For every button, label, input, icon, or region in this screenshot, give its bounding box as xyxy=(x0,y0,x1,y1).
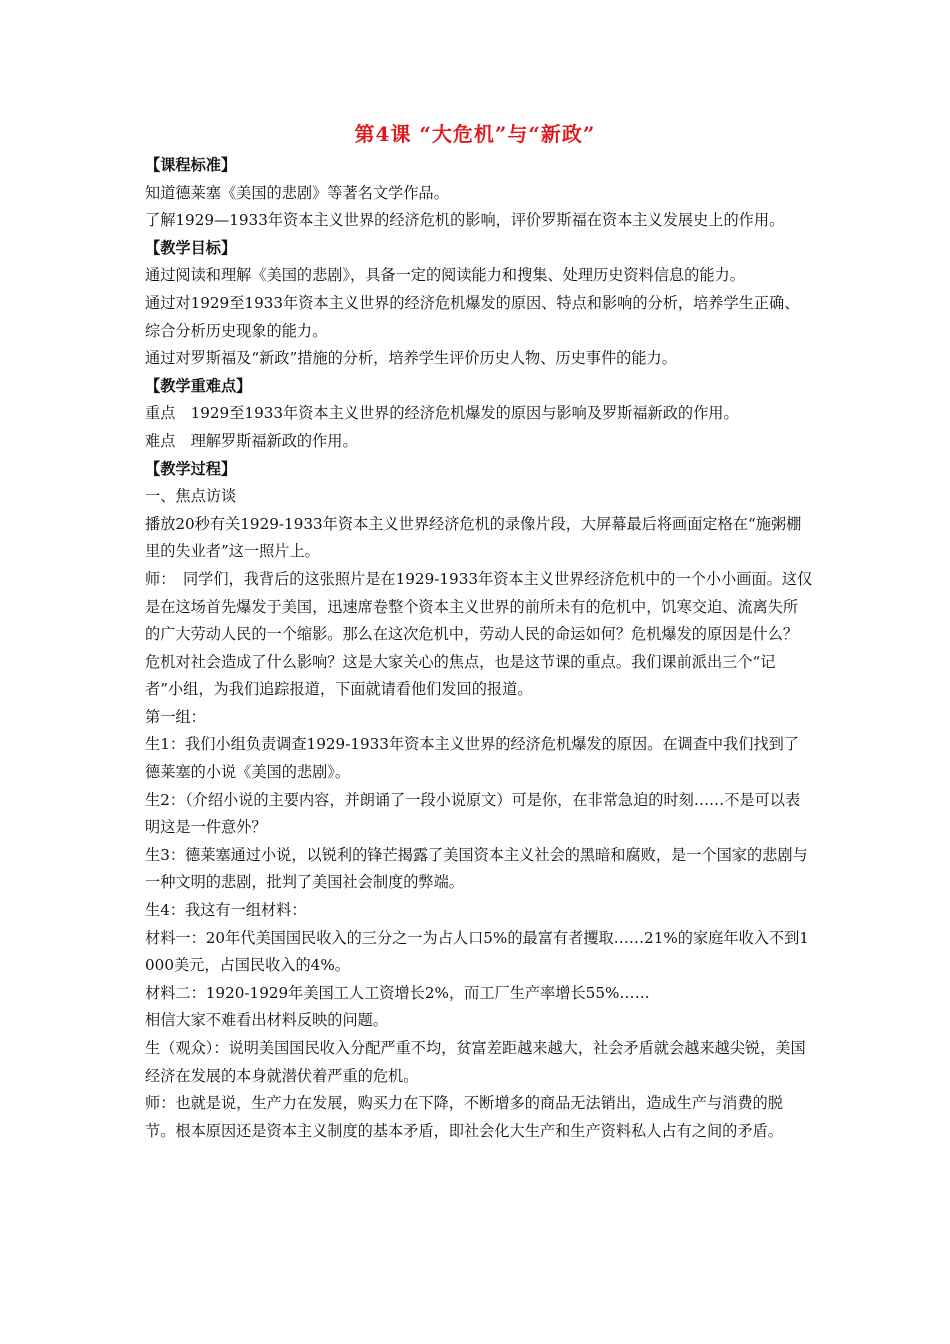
paragraph: 第一组： xyxy=(145,707,206,726)
paragraph: 重点 1929至1933年资本主义世界的经济危机爆发的原因与影响及罗斯福新政的作用。 xyxy=(145,404,739,423)
paragraph: 材料一：20年代美国国民收入的三分之一为占人口5%的最富有者攫取……21%的家庭年收入不到1 000美元，占国民收入的4%。 xyxy=(145,928,809,975)
paragraph: 通过阅读和理解《美国的悲剧》，具备一定的阅读能力和搜集、处理历史资料信息的能力。 xyxy=(145,266,745,285)
paragraph: 一、焦点访谈 xyxy=(145,487,237,506)
paragraph: 生（观众）：说明美国国民收入分配严重不均，贫富差距越来越大，社会矛盾就会越来越尖锐，美国经济在发展的本身就潜伏着严重的危机。 xyxy=(145,1039,806,1085)
paragraph: 了解1929—1933年资本主义世界的经济危机的影响，评价罗斯福在资本主义发展史上的作用。 xyxy=(145,211,785,230)
paragraph: 材料二：1920-1929年美国工人工资增长2%，而工厂生产率增长55%…… xyxy=(145,983,650,1002)
section-heading-curriculum-standard: 【课程标准】 xyxy=(145,156,237,174)
paragraph: 生1：我们小组负责调查1929-1933年资本主义世界的经济危机爆发的原因。在调查中我们找到了德莱塞的小说《美国的悲剧》。 xyxy=(145,735,800,782)
section-heading-teaching-goals: 【教学目标】 xyxy=(145,238,237,257)
paragraph: 生3：德莱塞通过小说，以锐利的锋芒揭露了美国资本主义社会的黑暗和腐败，是一个国家的悲剧与一种文明的悲剧，批判了美国社会制度的弊端。 xyxy=(145,845,808,892)
paragraph: 生4：我这有一组材料： xyxy=(145,901,307,920)
paragraph: 相信大家不难看出材料反映的问题。 xyxy=(145,1011,388,1030)
paragraph: 生2：（介绍小说的主要内容，并朗诵了一段小说原文）可是你，在非常急迫的时刻……不是可以表明这是一件意外？ xyxy=(145,790,801,837)
paragraph: 师：也就是说，生产力在发展，购买力在下降，不断增多的商品无法销出，造成生产与消费的脱节。根本原因还是资本主义制度的基本矛盾，即社会化大生产和生产资料私人占有之间的矛盾。 xyxy=(145,1094,783,1140)
section-heading-teaching-process: 【教学过程】 xyxy=(145,459,237,478)
section-heading-key-points: 【教学重难点】 xyxy=(145,376,252,395)
document-body xyxy=(145,152,813,1145)
paragraph: 播放20秒有关1929-1933年资本主义世界经济危机的录像片段，大屏幕最后将画面定格在“施粥棚里的失业者”这一照片上。 xyxy=(145,514,802,561)
paragraph: 难点 理解罗斯福新政的作用。 xyxy=(145,431,358,450)
paragraph: 知道德莱塞《美国的悲剧》等著名文学作品。 xyxy=(145,183,449,202)
lesson-title: 第4课 “大危机”与“新政” xyxy=(354,122,596,146)
paragraph: 通过对罗斯福及“新政”措施的分析，培养学生评价历史人物、历史事件的能力。 xyxy=(145,349,677,368)
paragraph: 通过对1929至1933年资本主义世界的经济危机爆发的原因、特点和影响的分析，培养学生正确、综合分析历史现象的能力。 xyxy=(145,293,800,340)
paragraph: 师： 同学们，我背后的这张照片是在1929-1933年资本主义世界经济危机中的一个小小画面。这仅是在这场首先爆发于美国，迅速席卷整个资本主义世界的前所未有的危机中，饥寒交迫、流离失所的广大劳动人民的一个缩影。那么在这次危机中，劳动人民的命运如何？危机爆发的原因是什么？危机对社会造成了什么影响？这是大家关心的焦点，也是这节课的重点。我们课前派出三个“记者”小组，为我们追踪报道，下面就请看他们发回的报道。 xyxy=(145,569,813,699)
